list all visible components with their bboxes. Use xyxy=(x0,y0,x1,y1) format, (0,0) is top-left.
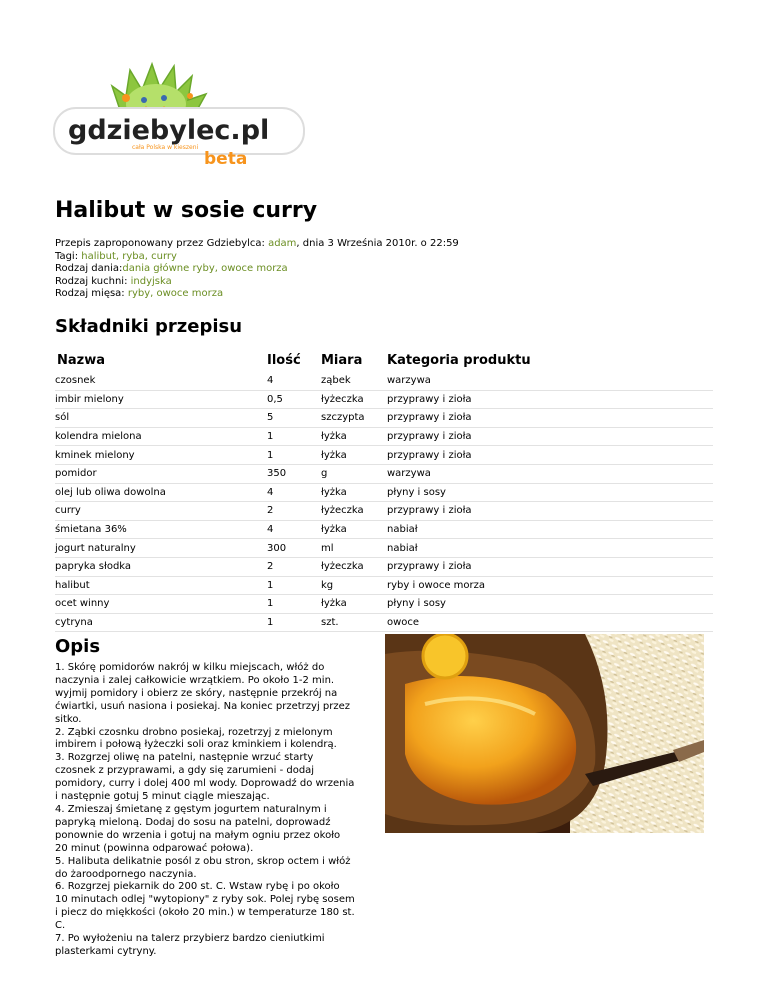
ingredient-unit: łyżka xyxy=(321,595,387,614)
ingredient-name: curry xyxy=(55,502,267,521)
ingredient-category: przyprawy i zioła xyxy=(387,390,713,409)
cuisine-line xyxy=(55,276,459,289)
ingredient-unit: szczypta xyxy=(321,409,387,428)
ingredient-unit: ml xyxy=(321,539,387,558)
dish-type-line xyxy=(55,263,459,276)
author-link[interactable]: adam xyxy=(268,238,297,249)
ingredient-category: przyprawy i zioła xyxy=(387,446,713,465)
description-step: 2. Ząbki czosnku drobno posiekaj, rozetrzyj z mielonym imbirem i połową łyżeczki soli oraz kminkiem i kolendrą. xyxy=(55,726,337,751)
ingredient-name: kolendra mielona xyxy=(55,427,267,446)
proposed-prefix: Przepis zaproponowany przez Gdziebylca: xyxy=(55,238,269,249)
ingredient-quantity: 300 xyxy=(267,539,321,558)
ingredient-row xyxy=(55,409,713,428)
ingredient-category: przyprawy i zioła xyxy=(387,557,713,576)
description-step: 7. Po wyłożeniu na talerz przybierz bardzo cieniutkimi plasterkami cytryny. xyxy=(55,933,325,957)
ingredient-category: przyprawy i zioła xyxy=(387,409,713,428)
column-header-unit: Miara xyxy=(321,352,363,368)
cuisine-link[interactable]: indyjska xyxy=(130,275,172,287)
meat-type-link[interactable]: ryby, owoce morza xyxy=(127,288,224,300)
logo-tagline: cała Polska w kieszeni xyxy=(132,144,199,151)
description-step: 5. Halibuta delikatnie posól z obu stron, skrop octem i włóż do żaroodpornego naczynia. xyxy=(55,855,351,880)
ingredient-category: nabiał xyxy=(387,520,713,539)
ingredient-name: papryka słodka xyxy=(55,557,267,576)
tags-line xyxy=(55,251,459,264)
ingredient-category: płyny i sosy xyxy=(387,595,713,614)
meat-type-label: Rodzaj mięsa: xyxy=(55,288,128,300)
dish-type-link[interactable]: dania główne ryby, owoce morza xyxy=(122,263,288,275)
ingredient-unit: łyżka xyxy=(321,427,387,446)
column-header-quantity: Ilość xyxy=(267,352,301,368)
dish-type-label: Rodzaj dania: xyxy=(55,263,123,275)
ingredient-unit: kg xyxy=(321,576,387,595)
ingredient-unit: łyżeczka xyxy=(321,557,387,576)
description-steps xyxy=(55,662,355,959)
description-step: 6. Rozgrzej piekarnik do 200 st. C. Wstaw rybę i po około 10 minutach odlej "wytopiony" z ryby sok. Polej rybę sosem i piecz do miękkości (około 20 min.) w temperaturze 180 st. C. xyxy=(55,881,355,932)
ingredient-category: nabiał xyxy=(387,539,713,558)
recipe-meta xyxy=(55,238,459,301)
tags-label: Tagi: xyxy=(55,250,82,262)
proposed-suffix: , dnia 3 Września 2010r. o 22:59 xyxy=(296,238,459,249)
ingredient-name: czosnek xyxy=(55,372,267,390)
ingredient-row xyxy=(55,557,713,576)
ingredient-category: owoce xyxy=(387,613,713,632)
ingredient-name: ocet winny xyxy=(55,595,267,614)
proposed-by-line xyxy=(55,238,459,251)
ingredient-row xyxy=(55,520,713,539)
ingredient-name: pomidor xyxy=(55,464,267,483)
ingredient-quantity: 1 xyxy=(267,595,321,614)
ingredient-unit: łyżeczka xyxy=(321,502,387,521)
ingredient-quantity: 4 xyxy=(267,372,321,390)
description-step: 1. Skórę pomidorów nakrój w kilku miejscach, włóż do naczynia i zalej całkowicie wrzątkiem. Po około 1-2 min. wyjmij pomidory i obierz ze skóry, następnie przekrój na ćwiartki, usuń nasiona i posiekaj. Na koniec przetrzyj przez sitko. xyxy=(55,662,351,725)
ingredient-name: sól xyxy=(55,409,267,428)
ingredient-quantity: 350 xyxy=(267,464,321,483)
ingredient-row xyxy=(55,595,713,614)
ingredient-unit: łyżka xyxy=(321,483,387,502)
ingredient-category: przyprawy i zioła xyxy=(387,502,713,521)
ingredient-name: śmietana 36% xyxy=(55,520,267,539)
ingredient-name: halibut xyxy=(55,576,267,595)
ingredient-unit: ząbek xyxy=(321,372,387,390)
ingredient-category: warzywa xyxy=(387,464,713,483)
description-step: 4. Zmieszaj śmietanę z gęstym jogurtem naturalnym i papryką mieloną. Dodaj do sosu na patelni, doprowadź ponownie do wrzenia i gotuj na małym ogniu przez około 20 minut (powinna odparować połowa). xyxy=(55,803,341,854)
ingredient-row xyxy=(55,464,713,483)
ingredient-category: płyny i sosy xyxy=(387,483,713,502)
ingredient-name: cytryna xyxy=(55,613,267,632)
ingredient-quantity: 0,5 xyxy=(267,390,321,409)
ingredient-row xyxy=(55,539,713,558)
ingredient-name: imbir mielony xyxy=(55,390,267,409)
logo-wordmark: gdziebylec.pl xyxy=(68,115,270,146)
ingredients-table xyxy=(55,348,713,632)
ingredient-unit: szt. xyxy=(321,613,387,632)
tags-link[interactable]: halibut, ryba, curry xyxy=(81,250,177,262)
ingredient-quantity: 1 xyxy=(267,427,321,446)
cuisine-label: Rodzaj kuchni: xyxy=(55,275,131,287)
logo-beta-badge: beta xyxy=(204,149,248,169)
ingredient-row xyxy=(55,372,713,390)
ingredient-row xyxy=(55,576,713,595)
ingredient-unit: g xyxy=(321,464,387,483)
ingredient-quantity: 1 xyxy=(267,613,321,632)
ingredient-quantity: 4 xyxy=(267,483,321,502)
ingredient-quantity: 2 xyxy=(267,557,321,576)
ingredient-quantity: 5 xyxy=(267,409,321,428)
ingredient-quantity: 4 xyxy=(267,520,321,539)
ingredient-row xyxy=(55,446,713,465)
ingredient-row xyxy=(55,427,713,446)
ingredient-row xyxy=(55,613,713,632)
meat-type-line xyxy=(55,288,459,301)
ingredient-unit: łyżka xyxy=(321,446,387,465)
description-heading: Opis xyxy=(55,636,101,657)
ingredient-name: jogurt naturalny xyxy=(55,539,267,558)
ingredient-name: kminek mielony xyxy=(55,446,267,465)
ingredient-category: warzywa xyxy=(387,372,713,390)
ingredient-quantity: 1 xyxy=(267,446,321,465)
ingredient-row xyxy=(55,390,713,409)
ingredient-row xyxy=(55,502,713,521)
ingredients-heading: Składniki przepisu xyxy=(55,316,243,337)
ingredients-body xyxy=(55,372,713,632)
ingredient-category: ryby i owoce morza xyxy=(387,576,713,595)
ingredient-quantity: 2 xyxy=(267,502,321,521)
recipe-title: Halibut w sosie curry xyxy=(55,198,318,223)
ingredients-header-row xyxy=(55,348,713,372)
ingredient-unit: łyżka xyxy=(321,520,387,539)
site-logo[interactable] xyxy=(52,52,312,170)
ingredient-name: olej lub oliwa dowolna xyxy=(55,483,267,502)
ingredient-quantity: 1 xyxy=(267,576,321,595)
column-header-category: Kategoria produktu xyxy=(387,352,531,368)
description-step: 3. Rozgrzej oliwę na patelni, następnie wrzuć starty czosnek z przyprawami, a gdy się zarumieni - dodaj pomidory, curry i dolej 400 ml wody. Doprowadź do wrzenia i następnie gotuj 5 minut ciągle mieszając. xyxy=(55,752,355,803)
column-header-name: Nazwa xyxy=(57,352,106,368)
ingredient-category: przyprawy i zioła xyxy=(387,427,713,446)
ingredient-row xyxy=(55,483,713,502)
ingredient-unit: łyżeczka xyxy=(321,390,387,409)
recipe-photo xyxy=(385,634,704,833)
